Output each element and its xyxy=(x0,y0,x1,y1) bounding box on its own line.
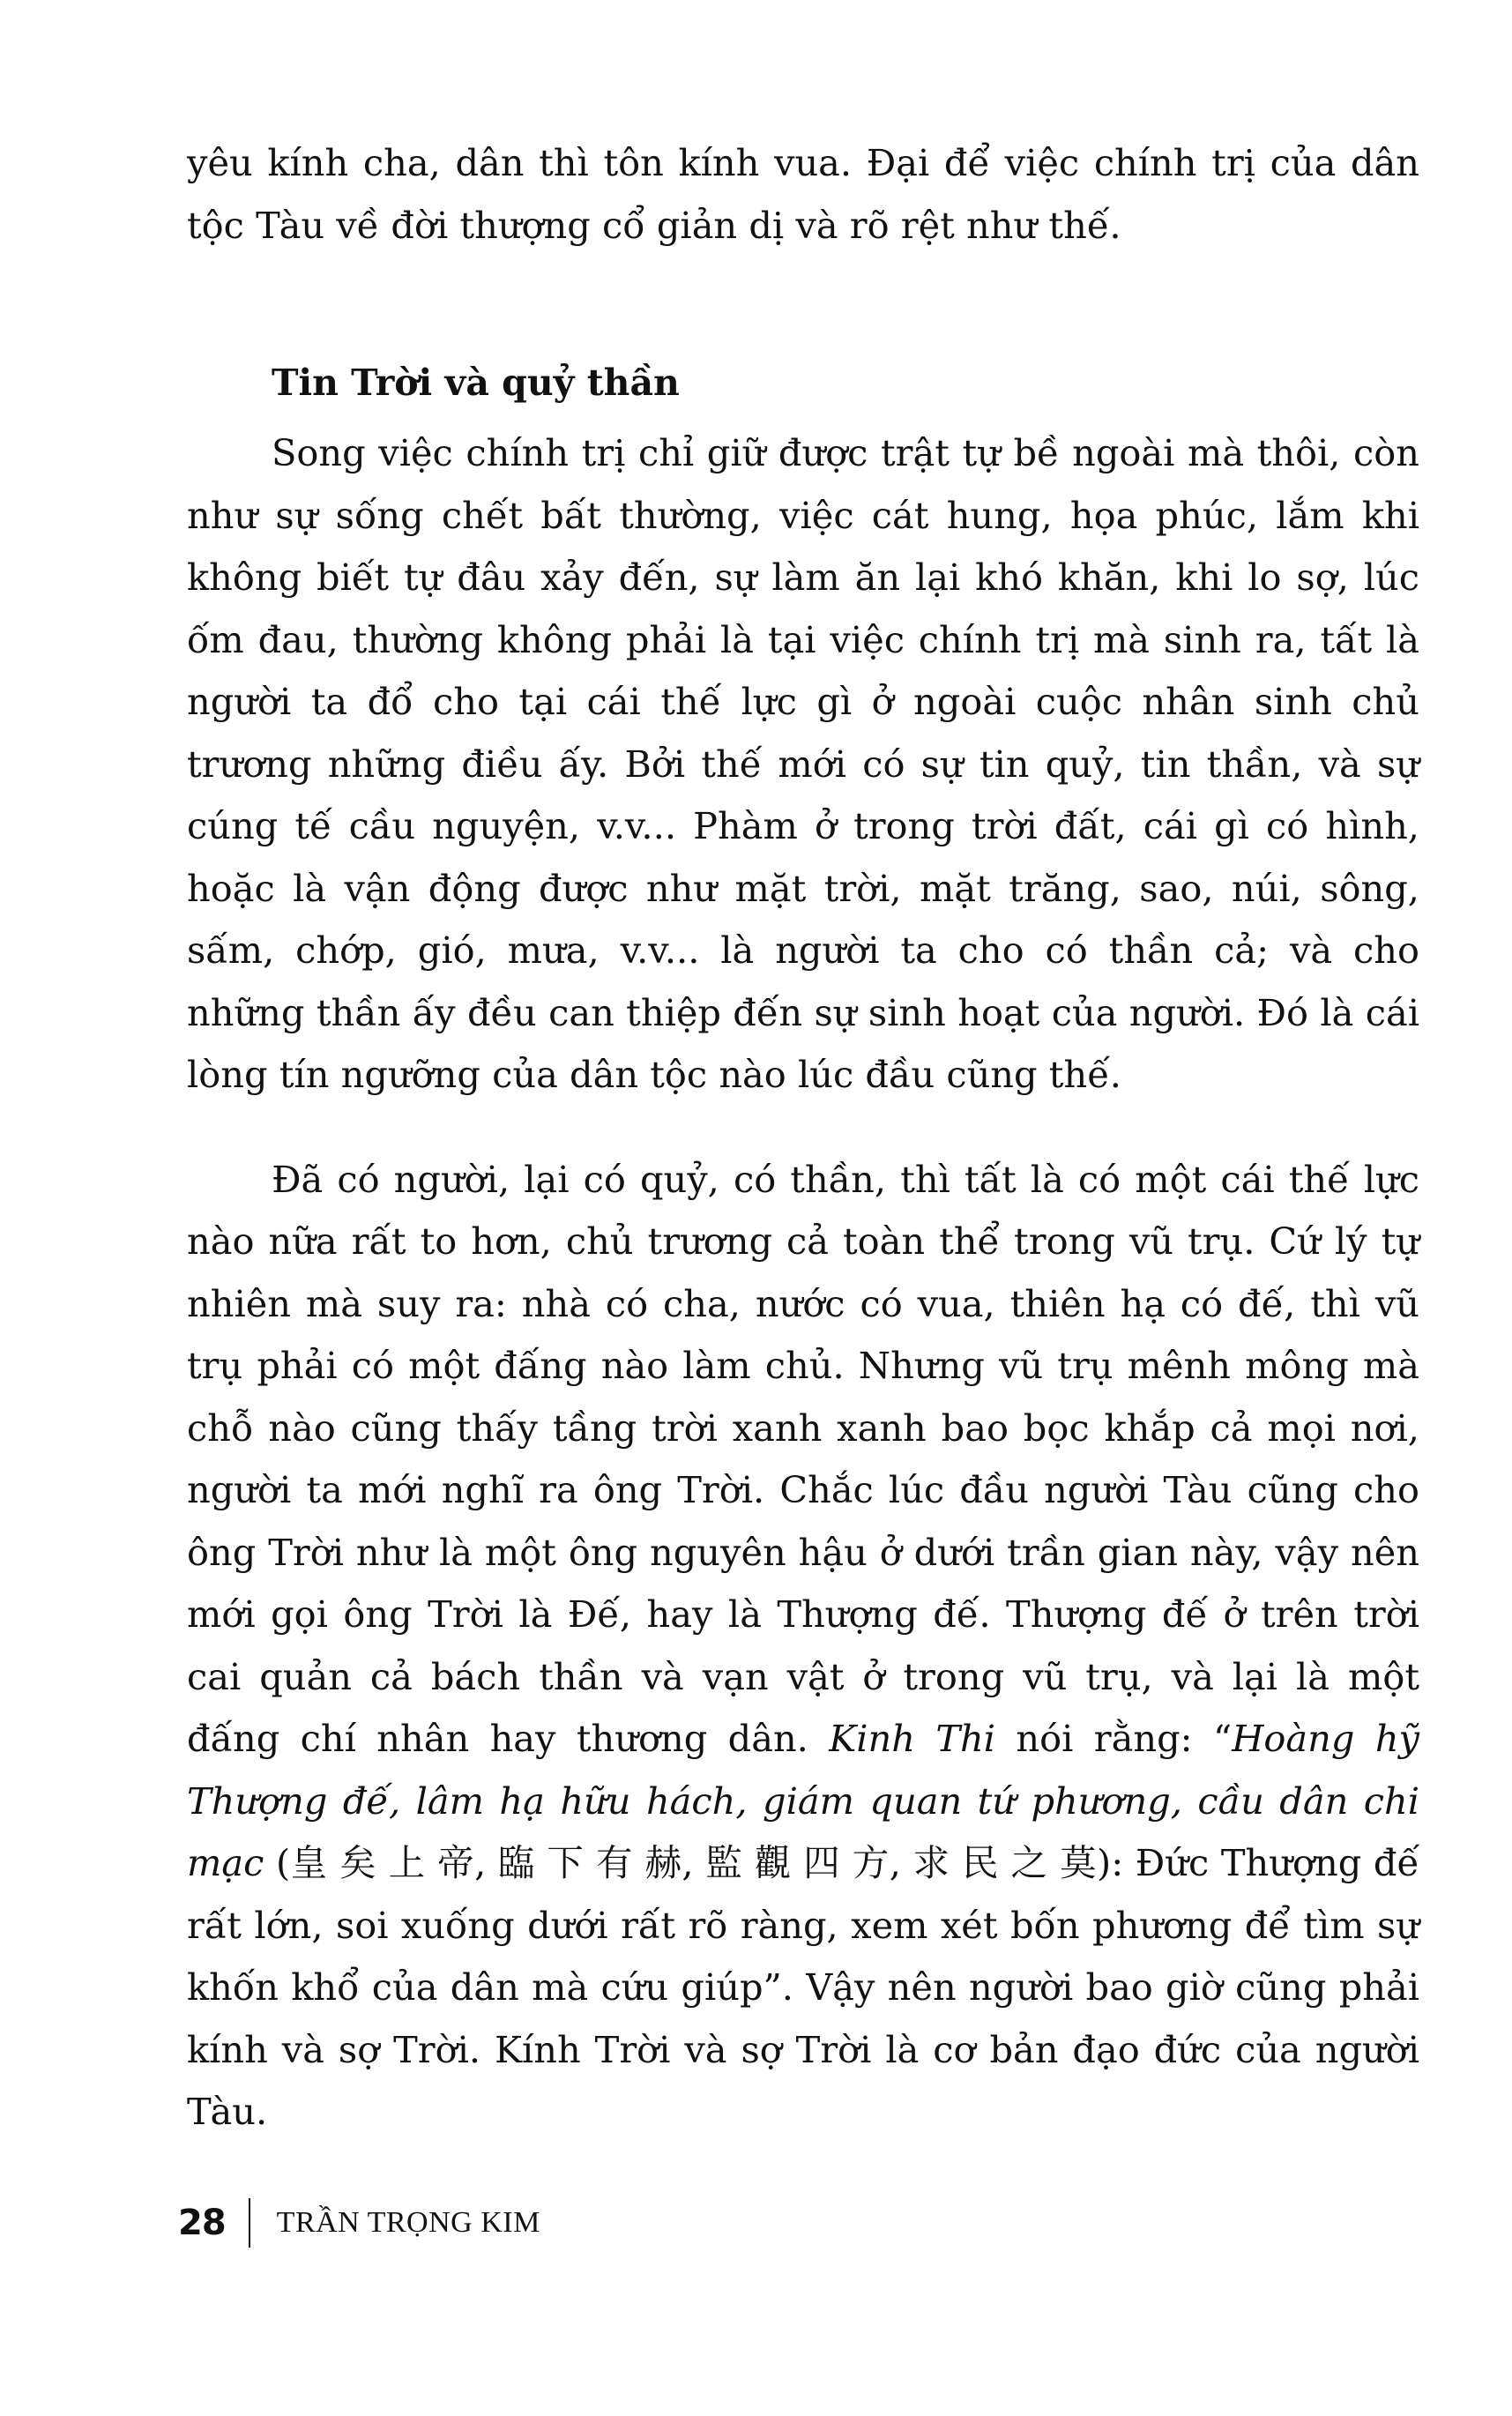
quote-vietnamese: Hoàng hỹ Thượng đế, lâm hạ hữu hách, giám quan tứ phương, cầu dân chi mạc xyxy=(187,1717,1419,1884)
paragraph-1: Song việc chính trị chỉ giữ được trật tự bề ngoài mà thôi, còn như sự sống chết bất thường, việc cát hung, họa phúc, lắm khi không biết tự đâu xảy đến, sự làm ăn lại khó khăn, khi lo sợ, lúc ốm đau, thường không phải là tại việc chính trị mà sinh ra, tất là người ta đổ cho tại cái thế lực gì ở ngoài cuộc nhân sinh chủ trương những điều ấy. Bởi thế mới có sự tin quỷ, tin thần, và sự cúng tế cầu nguyện, v.v... Phàm ở trong trời đất, cái gì có hình, hoặc là vận động được như mặt trời, mặt trăng, sao, núi, sông, sấm, chớp, gió, mưa, v.v... là người ta cho có thần cả; và cho những thần ấy đều can thiệp đến sự sinh hoạt của người. Đó là cái lòng tín ngưỡng của dân tộc nào lúc đầu cũng thế. xyxy=(187,431,1419,1096)
section-heading: Tin Trời và quỷ thần xyxy=(272,362,680,404)
author-name: TRẦN TRỌNG KIM xyxy=(276,2206,540,2239)
page-number: 28 xyxy=(178,2203,226,2243)
paragraph-2-text-b: nói rằng: “ xyxy=(1016,1717,1233,1760)
paragraph-2-text-c: : Đức Thượng đế rất lớn, soi xuống dưới rất rõ ràng, xem xét bốn phương để tìm sự khốn khổ của dân mà cứu giúp”. Vậy nên người bao giờ cũng phải kính và sợ Trời. Kính Trời và sợ Trời là cơ bản đạo đức của người Tàu. xyxy=(187,1841,1419,2133)
page-footer xyxy=(178,2196,540,2250)
paragraph-2 xyxy=(187,1149,1419,2144)
page-body xyxy=(187,132,1419,2144)
paragraph-2-text-a: Đã có người, lại có quỷ, có thần, thì tất là có một cái thế lực nào nữa rất to hơn, chủ trương cả toàn thể trong vũ trụ. Cứ lý tự nhiên mà suy ra: nhà có cha, nước có vua, thiên hạ có đế, thì vũ trụ phải có một đấng nào làm chủ. Nhưng vũ trụ mênh mông mà chỗ nào cũng thấy tầng trời xanh xanh bao bọc khắp cả mọi nơi, người ta mới nghĩ ra ông Trời. Chắc lúc đầu người Tàu cũng cho ông Trời như là một ông nguyên hậu ở dưới trần gian này, vậy nên mới gọi ông Trời là Đế, hay là Thượng đế. Thượng đế ở trên trời cai quản cả bách thần và vạn vật ở trong vũ trụ, và lại là một đấng chí nhân hay thương dân. xyxy=(187,1157,1419,1760)
quote-chinese: (皇 矣 上 帝, 臨 下 有 赫, 監 觀 四 方, 求 民 之 莫) xyxy=(275,1841,1112,1884)
footer-divider xyxy=(249,2198,250,2248)
paragraph-continuation: yêu kính cha, dân thì tôn kính vua. Đại để việc chính trị của dân tộc Tàu về đời thượng cổ giản dị và rõ rệt như thế. xyxy=(187,141,1419,247)
book-title-kinh-thi: Kinh Thi xyxy=(829,1717,996,1760)
